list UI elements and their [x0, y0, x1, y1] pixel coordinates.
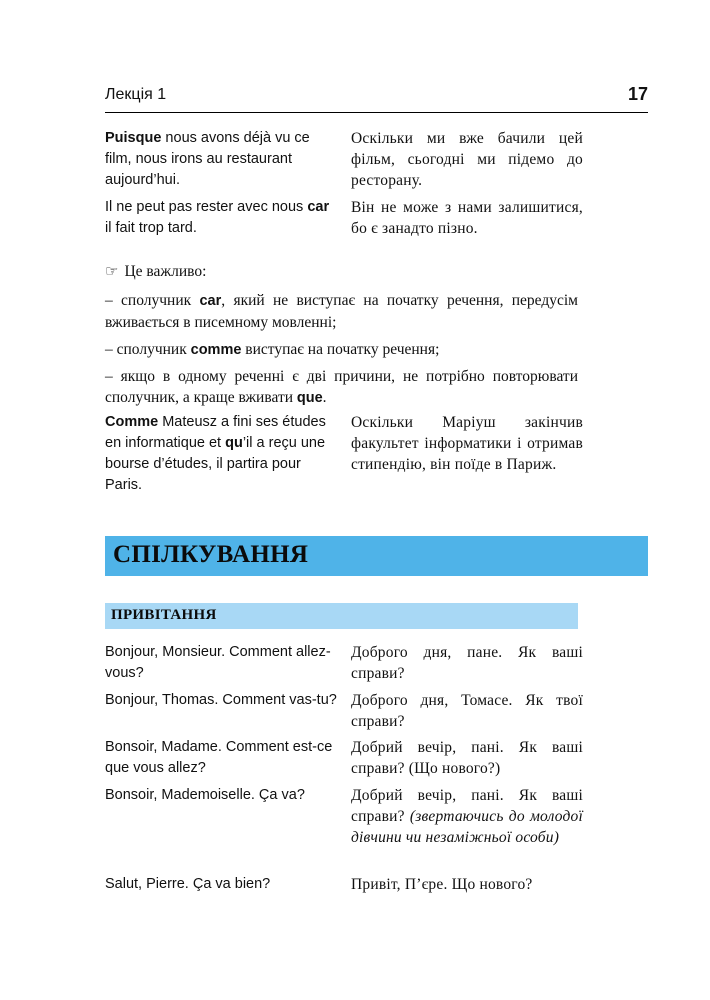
greeting-french: Bonjour, Thomas. Comment vas-tu? — [105, 692, 337, 708]
example-ukrainian: Оскільки Маріуш закінчив факультет інформатики і отримав стипендію, він поїде в Париж. — [351, 414, 583, 473]
subsection-banner — [105, 603, 578, 629]
page-header — [105, 86, 648, 113]
conjunction-highlight: qu — [225, 435, 243, 451]
section-title: СПІЛКУВАННЯ — [113, 541, 309, 568]
greeting-ukrainian: Добрий вечір, пані. Як ваші справи? (Що нового?) — [351, 739, 583, 777]
greeting-ukrainian: Доброго дня, Томасе. Як твої справи? — [351, 692, 583, 730]
greeting-french: Bonsoir, Mademoiselle. Ça va? — [105, 787, 305, 803]
usage-note: (звертаючись до молодої дівчини чи незаміжньої особи) — [351, 808, 583, 846]
conjunction-highlight: car — [307, 199, 330, 215]
example-french: Puisque nous avons déjà vu ce film, nous irons au restaurant aujourd’hui. — [105, 130, 310, 188]
greeting-ukrainian: Доброго дня, пане. Як ваші справи? — [351, 644, 583, 682]
greeting-ukrainian: Привіт, П’єре. Що нового? — [351, 876, 533, 893]
greeting-french: Bonsoir, Madame. Comment est-ce que vous allez? — [105, 739, 333, 776]
rule-item: – сполучник comme виступає на початку речення; — [105, 341, 440, 358]
important-note — [105, 262, 206, 281]
conjunction-highlight: car — [199, 293, 222, 309]
pointing-hand-icon: ☞ — [105, 264, 119, 280]
section-banner — [105, 536, 648, 576]
chapter-label: Лекція 1 — [105, 86, 167, 103]
greeting-ukrainian: Добрий вечір, пані. Як ваші справи? (звертаючись до молодої дівчини чи незаміжньої особи) — [351, 787, 583, 846]
conjunction-highlight: Comme — [105, 414, 159, 430]
greeting-french: Salut, Pierre. Ça va bien? — [105, 876, 271, 892]
important-label: Це важливо: — [124, 263, 207, 280]
greeting-french: Bonjour, Monsieur. Comment allez-vous? — [105, 644, 331, 681]
rule-item: – сполучник car, який не виступає на початку речення, передусім вживається в писемному мовленні; — [105, 292, 578, 331]
example-ukrainian: Він не може з нами залишитися, бо є занадто пізно. — [351, 199, 583, 237]
conjunction-highlight: Puisque — [105, 130, 162, 146]
conjunction-highlight: que — [296, 390, 323, 406]
example-french: Il ne peut pas rester avec nous car il fait trop tard. — [105, 199, 330, 236]
subsection-title: ПРИВІТАННЯ — [111, 607, 217, 623]
conjunction-highlight: comme — [190, 342, 242, 358]
rule-item: – якщо в одному реченні є дві причини, не потрібно повторювати сполучник, а краще вживати que. — [105, 368, 578, 406]
example-french: Comme Mateusz a fini ses études en informatique et qu’il a reçu une bourse d’études, il partira pour Paris. — [105, 414, 326, 493]
example-ukrainian: Оскільки ми вже бачили цей фільм, сьогодні ми підемо до ресторану. — [351, 130, 583, 189]
page-number: 17 — [627, 84, 648, 104]
